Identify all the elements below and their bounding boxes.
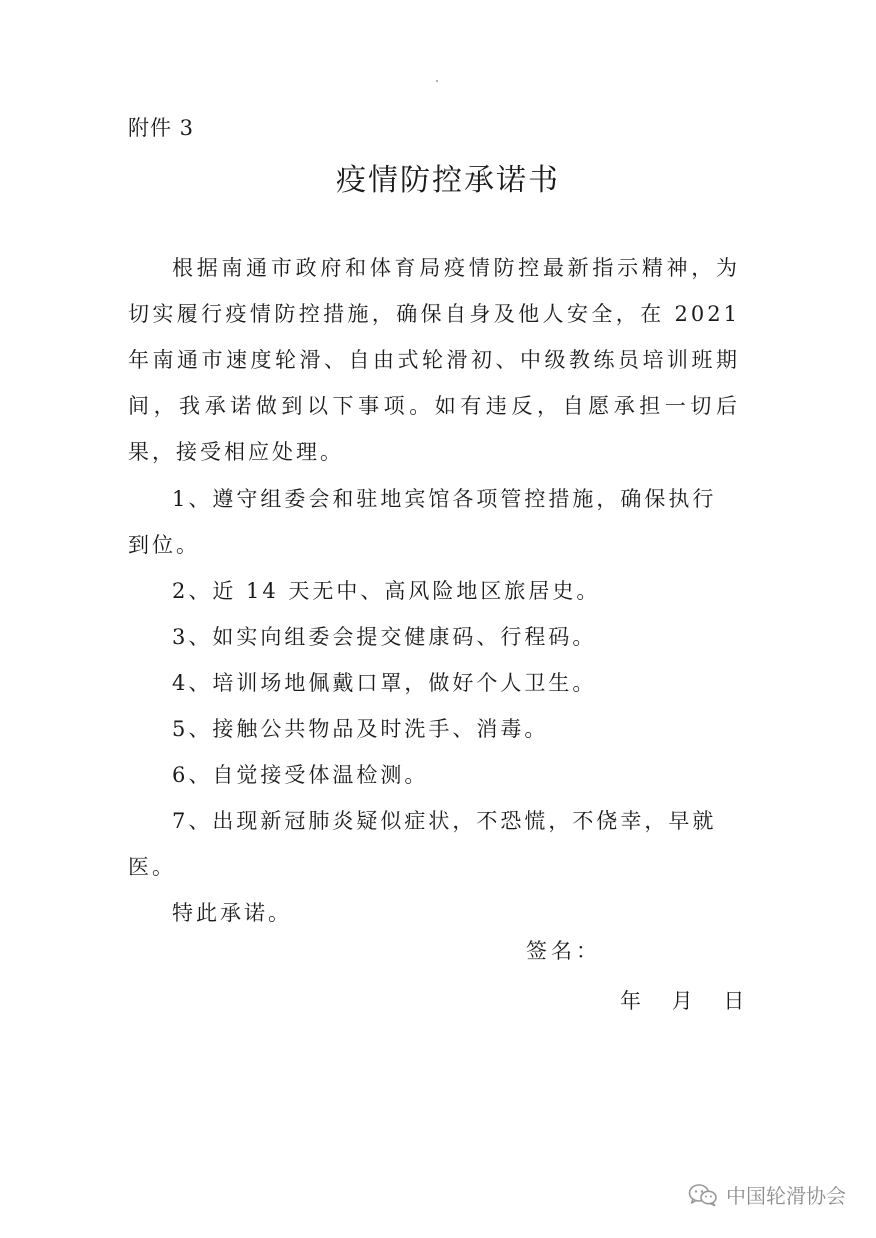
date-year: 年 <box>620 989 641 1013</box>
watermark <box>688 1180 846 1209</box>
attachment-label: 附件 3 <box>128 116 195 140</box>
intro-paragraph: 根据南通市政府和体育局疫情防控最新指示精神，为切实履行疫情防控措施，确保自身及他人安全，在 2021 年南通市速度轮滑、自由式轮滑初、中级教练员培训班期间，我承诺做到以下事项。如有违反，自愿承担一切后果，接受相应处理。 <box>128 256 740 464</box>
scan-speck <box>436 80 438 82</box>
date-day: 日 <box>723 989 745 1013</box>
commitment-item-6: 6、自觉接受体温检测。 <box>172 763 429 787</box>
signature-label: 签名： <box>526 939 601 963</box>
date-line <box>620 985 744 1015</box>
commitment-item-3: 3、如实向组委会提交健康码、行程码。 <box>172 625 597 649</box>
document-title: 疫情防控承诺书 <box>336 163 560 198</box>
closing-statement: 特此承诺。 <box>172 901 292 925</box>
watermark-text: 中国轮滑协会 <box>726 1184 846 1208</box>
date-month: 月 <box>671 989 693 1013</box>
commitment-item-2: 2、近 14 天无中、高风险地区旅居史。 <box>172 579 601 603</box>
commitment-item-5: 5、接触公共物品及时洗手、消毒。 <box>172 717 549 741</box>
commitment-item-1: 1、遵守组委会和驻地宾馆各项管控措施，确保执行到位。 <box>128 487 717 557</box>
wechat-icon <box>688 1183 718 1207</box>
commitment-item-4: 4、培训场地佩戴口罩，做好个人卫生。 <box>172 671 597 695</box>
commitment-list <box>128 476 740 936</box>
commitment-item-7: 7、出现新冠肺炎疑似症状，不恐慌，不侥幸，早就医。 <box>128 809 717 879</box>
